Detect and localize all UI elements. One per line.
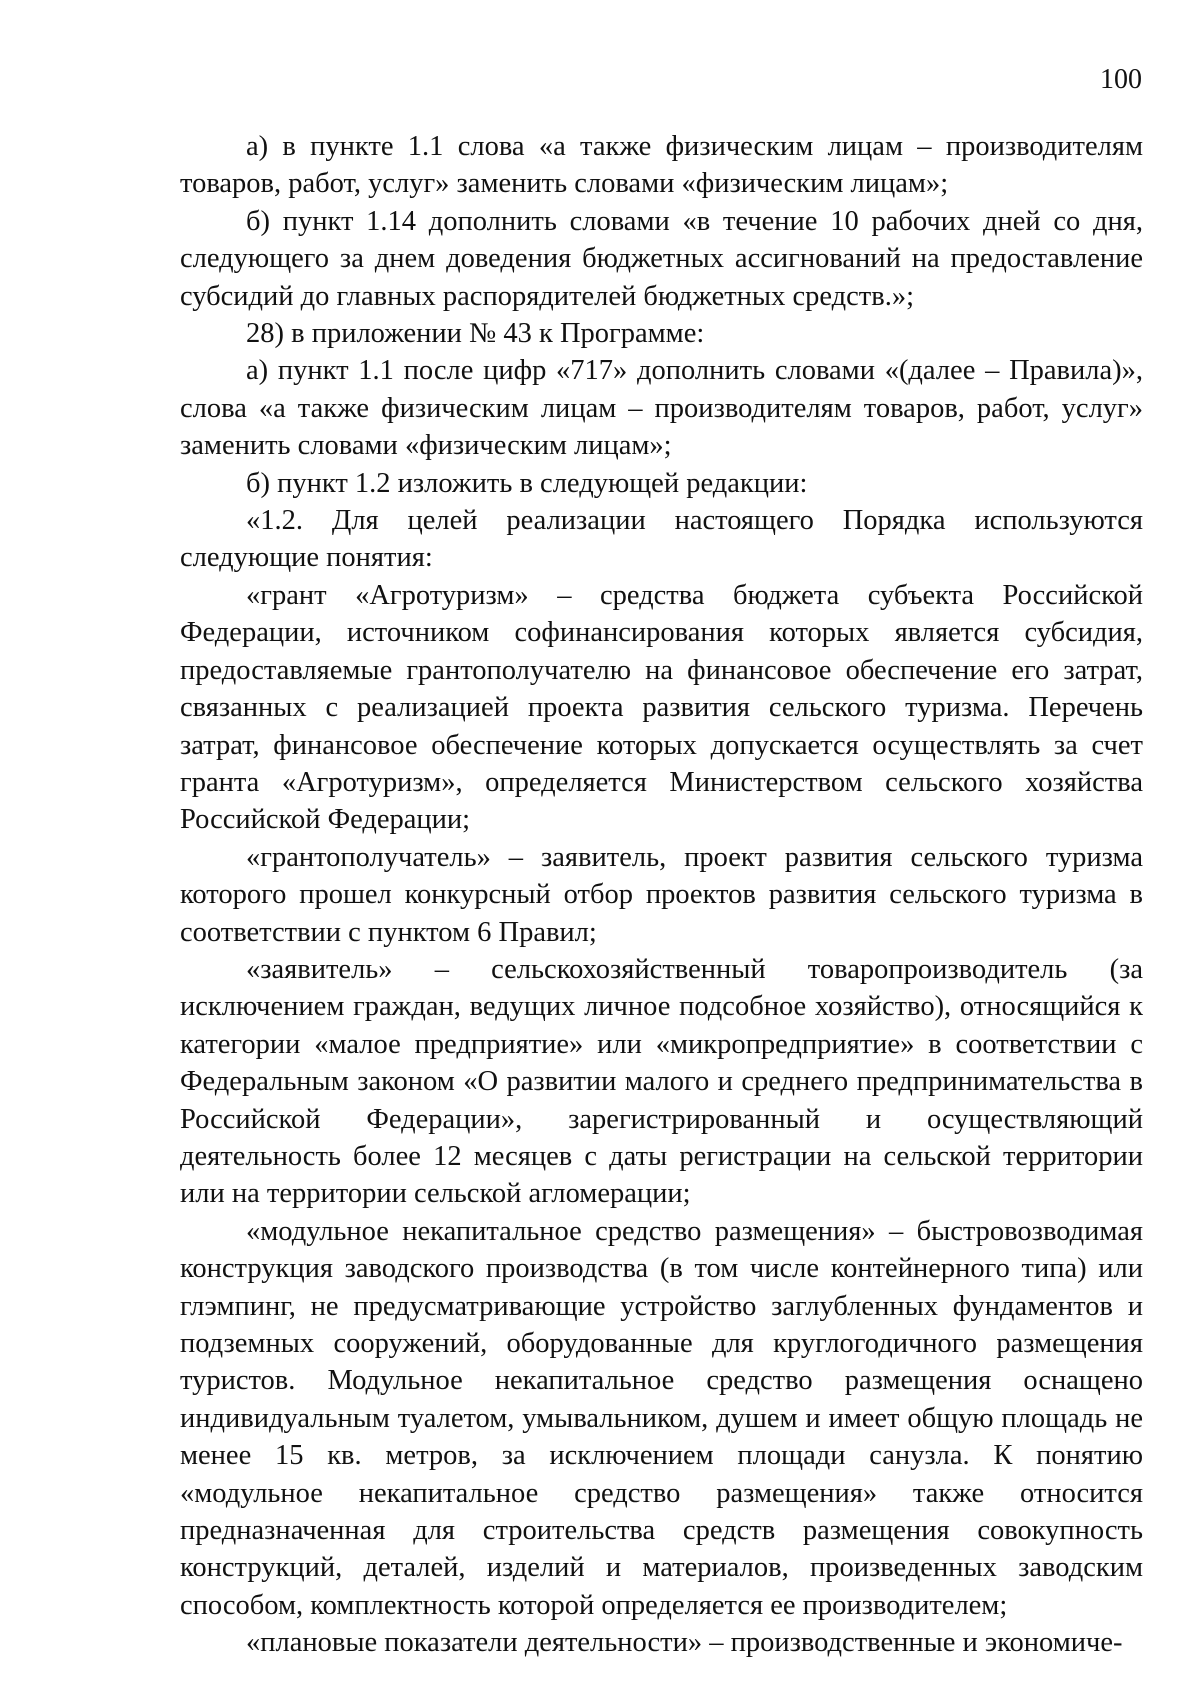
paragraph-item-28: 28) в приложении № 43 к Программе: bbox=[246, 318, 705, 350]
paragraph-item-b-2: б) пункт 1.2 изложить в следующей редакции: bbox=[246, 467, 808, 499]
definition-grant-recipient: «грантополучатель» – заявитель, проект развития сельского туризма которого прошел конкурсный отбор проектов развития сельского туризма в соответствии с пунктом 6 Правил; bbox=[180, 841, 1143, 948]
paragraph-item-b-1: б) пункт 1.14 дополнить словами «в течение 10 рабочих дней со дня, следующего за днем доведения бюджетных ассигнований на предоставление субсидий до главных распорядителей бюджетных средств.»; bbox=[180, 205, 1143, 312]
definition-modular-accommodation: «модульное некапитальное средство размещения» – быстровозводимая конструкция заводского производства (в том числе контейнерного типа) или глэмпинг, не предусматривающие устройство заглубленных фундаментов и подземных сооружений, оборудованные для круглогодичного размещения туристов. Модульное некапитальное средство размещения оснащено индивидуальным туалетом, умывальником, душем и имеет общую площадь не менее 15 кв. метров, за исключением площади санузла. К понятию «модульное некапитальное средство размещения» также относится предназначенная для строительства средств размещения совокупность конструкций, деталей, изделий и материалов, произведенных заводским способом, комплектность которой определяется ее производителем; bbox=[180, 1215, 1143, 1621]
page-number: 100 bbox=[1100, 64, 1142, 95]
paragraph-section-1-2: «1.2. Для целей реализации настоящего Порядка используются следующие понятия: bbox=[180, 505, 1143, 574]
definition-applicant: «заявитель» – сельскохозяйственный товаропроизводитель (за исключением граждан, ведущих личное подсобное хозяйство), относящийся к категории «малое предприятие» или «микропредприятие» в соответствии с Федеральным законом «О развитии малого и среднего предпринимательства в Российской Федерации», зарегистрированный и осуществляющий деятельность более 12 месяцев с даты регистрации на сельской территории или на территории сельской агломерации; bbox=[180, 953, 1143, 1210]
paragraph-item-a-2: а) пункт 1.1 после цифр «717» дополнить словами «(далее – Правила)», слова «а также физическим лицам – производителям товаров, работ, услуг» заменить словами «физическим лицам»; bbox=[180, 355, 1143, 462]
definition-grant-agroturizm: «грант «Агротуризм» – средства бюджета субъекта Российской Федерации, источником софинансирования которых является субсидия, предоставляемые грантополучателю на финансовое обеспечение его затрат, связанных с реализацией проекта развития сельского туризма. Перечень затрат, финансовое обеспечение которых допускается осуществлять за счет гранта «Агротуризм», определяется Министерством сельского хозяйства Российской Федерации; bbox=[180, 579, 1143, 836]
paragraph-item-a-1: а) в пункте 1.1 слова «а также физическим лицам – производителям товаров, работ, услуг» заменить словами «физическим лицам»; bbox=[180, 131, 1143, 200]
document-body bbox=[180, 128, 1143, 1662]
definition-planned-indicators: «плановые показатели деятельности» – производственные и экономиче- bbox=[246, 1627, 1123, 1659]
